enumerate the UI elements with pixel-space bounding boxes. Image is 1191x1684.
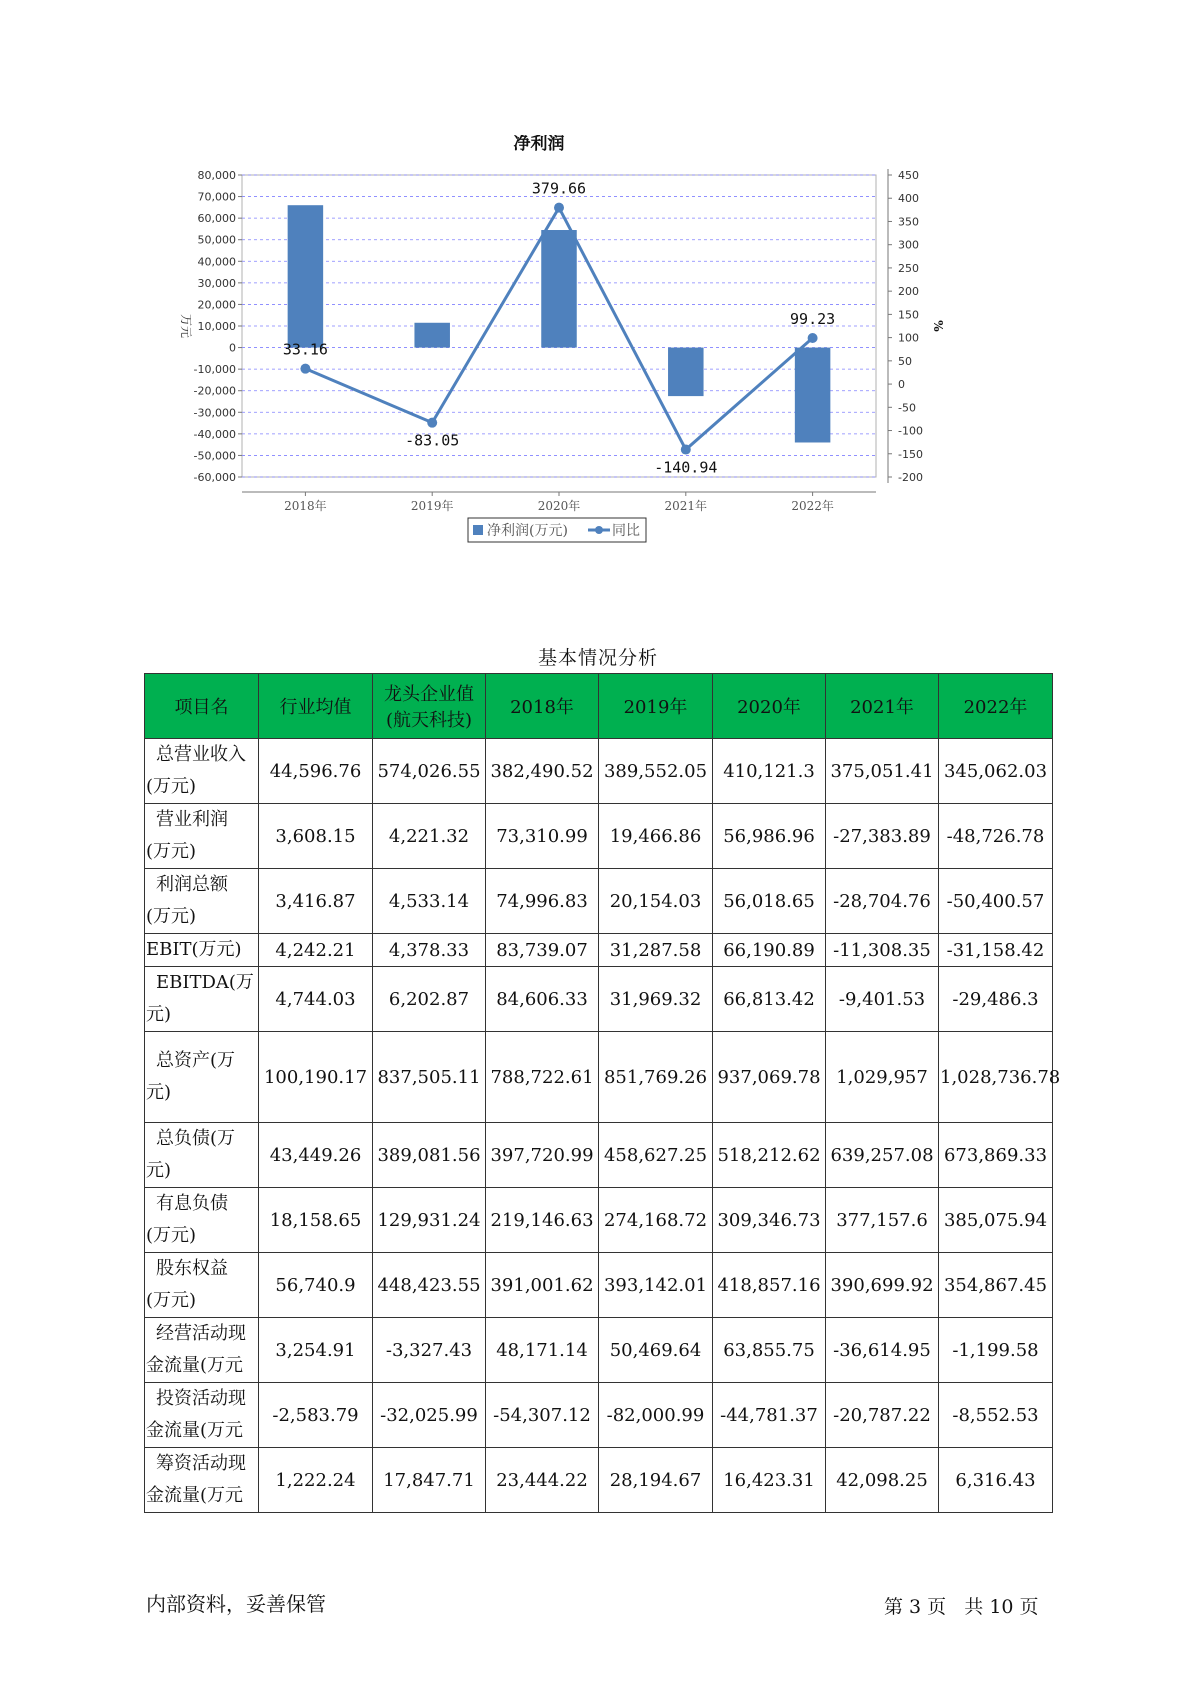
table-cell: 56,986.96 (713, 804, 826, 869)
y-tick-label: 0 (229, 341, 236, 355)
table-row (145, 1188, 1053, 1253)
legend-bar-label: 净利润(万元) (487, 523, 568, 539)
table-cell: -8,552.53 (939, 1383, 1053, 1448)
table-cell: 4,221.32 (373, 804, 486, 869)
table-cell: 375,051.41 (826, 739, 939, 804)
bar-2022年 (795, 348, 831, 443)
table-cell: 3,416.87 (259, 869, 373, 934)
table-row (145, 967, 1053, 1032)
y-tick-label: 10,000 (197, 320, 236, 333)
table-cell: -29,486.3 (939, 967, 1053, 1032)
table-row (145, 869, 1053, 934)
table-cell: 1,028,736.78 (939, 1032, 1053, 1123)
table-cell: 23,444.22 (486, 1448, 599, 1513)
yoy-point (427, 418, 437, 428)
bar-2019年 (414, 323, 450, 348)
y-tick-label: 70,000 (197, 190, 236, 204)
row-label-text: 总负债(万 (156, 1128, 236, 1149)
yoy-data-label: -83.05 (405, 431, 460, 450)
y2-tick-label: 200 (898, 285, 919, 299)
table-header-cell (145, 674, 259, 739)
footer-page-number: 第 3 页 共 10 页 (884, 1596, 1039, 1618)
table-cell: -1,199.58 (939, 1318, 1053, 1383)
row-label (145, 934, 259, 967)
table-cell: 56,740.9 (259, 1253, 373, 1318)
y2-tick-label: 150 (898, 308, 919, 322)
table-header-cell (826, 674, 939, 739)
row-label-text: 金流量(万元 (146, 1420, 244, 1441)
table-cell: -44,781.37 (713, 1383, 826, 1448)
bar-2018年 (288, 205, 324, 347)
y2-tick-label: 350 (898, 215, 919, 229)
table-cell: -3,327.43 (373, 1318, 486, 1383)
row-label (145, 1123, 259, 1188)
y-tick-label: -40,000 (193, 427, 236, 441)
table-cell: 48,171.14 (486, 1318, 599, 1383)
x-tick-label: 2021年 (664, 499, 708, 513)
table-cell: 63,855.75 (713, 1318, 826, 1383)
table-header-row (145, 674, 1053, 739)
table-cell: 673,869.33 (939, 1123, 1053, 1188)
row-label-text: EBIT(万元) (146, 939, 242, 960)
table-cell: -11,308.35 (826, 934, 939, 967)
table-cell: 19,466.86 (599, 804, 713, 869)
bar-2020年 (541, 230, 577, 348)
table-cell: 377,157.6 (826, 1188, 939, 1253)
table-cell: 129,931.24 (373, 1188, 486, 1253)
table-cell: 385,075.94 (939, 1188, 1053, 1253)
table-cell: -31,158.42 (939, 934, 1053, 967)
table-cell: 458,627.25 (599, 1123, 713, 1188)
y2-tick-label: 250 (898, 261, 919, 275)
table-cell: -32,025.99 (373, 1383, 486, 1448)
table-cell: 6,202.87 (373, 967, 486, 1032)
yoy-data-label: 33.16 (282, 340, 328, 359)
table-cell: 16,423.31 (713, 1448, 826, 1513)
table-cell: -2,583.79 (259, 1383, 373, 1448)
table-cell: -48,726.78 (939, 804, 1053, 869)
table-row (145, 804, 1053, 869)
table-cell: 639,257.08 (826, 1123, 939, 1188)
table-cell: 390,699.92 (826, 1253, 939, 1318)
table-cell: 354,867.45 (939, 1253, 1053, 1318)
table-row (145, 1123, 1053, 1188)
row-label-text: (万元) (146, 841, 197, 862)
table-cell: 4,378.33 (373, 934, 486, 967)
table-cell: 937,069.78 (713, 1032, 826, 1123)
table-cell: 788,722.61 (486, 1032, 599, 1123)
table-cell: 219,146.63 (486, 1188, 599, 1253)
header-text: 2022年 (963, 697, 1028, 718)
y2-tick-label: 0 (898, 378, 905, 392)
table-cell: 3,608.15 (259, 804, 373, 869)
row-label (145, 804, 259, 869)
y-tick-label: -50,000 (193, 449, 236, 463)
row-label (145, 1448, 259, 1513)
table-cell: 100,190.17 (259, 1032, 373, 1123)
table-row (145, 1253, 1053, 1318)
header-text: 2019年 (623, 697, 688, 718)
basic-analysis-table (144, 673, 1061, 1513)
row-label (145, 739, 259, 804)
table-cell: -9,401.53 (826, 967, 939, 1032)
row-label-text: 元) (146, 1004, 172, 1025)
y-axis-label: 万元 (179, 313, 193, 339)
table-cell: 84,606.33 (486, 967, 599, 1032)
table-row (145, 934, 1053, 967)
row-label-text: 元) (146, 1160, 172, 1181)
chart-title: 净利润 (513, 135, 565, 154)
table-cell: -82,000.99 (599, 1383, 713, 1448)
x-tick-label: 2022年 (791, 499, 834, 513)
row-label-text: 总资产(万 (156, 1050, 236, 1071)
y-tick-label: -20,000 (193, 384, 236, 398)
legend-line-marker (595, 526, 603, 534)
table-cell: 410,121.3 (713, 739, 826, 804)
table-cell: 851,769.26 (599, 1032, 713, 1123)
table-cell: 1,029,957 (826, 1032, 939, 1123)
table-cell: 50,469.64 (599, 1318, 713, 1383)
header-text: 行业均值 (279, 697, 352, 718)
row-label-text: 元) (146, 1082, 172, 1103)
row-label (145, 967, 259, 1032)
y-tick-label: -60,000 (193, 471, 236, 484)
table-cell: -36,614.95 (826, 1318, 939, 1383)
table-cell: 3,254.91 (259, 1318, 373, 1383)
row-label-text: EBITDA(万 (156, 972, 254, 993)
table-cell: 17,847.71 (373, 1448, 486, 1513)
table-cell: -54,307.12 (486, 1383, 599, 1448)
table-cell: 20,154.03 (599, 869, 713, 934)
x-tick-label: 2019年 (410, 499, 454, 513)
y2-tick-label: -100 (898, 424, 923, 438)
y-tick-label: -10,000 (193, 363, 236, 377)
yoy-data-label: 379.66 (531, 179, 587, 198)
table-cell: -27,383.89 (826, 804, 939, 869)
table-cell: 42,098.25 (826, 1448, 939, 1513)
yoy-data-label: 99.23 (790, 309, 836, 328)
table-cell: 397,720.99 (486, 1123, 599, 1188)
table-cell: 44,596.76 (259, 739, 373, 804)
table-cell: 518,212.62 (713, 1123, 826, 1188)
table-cell: 274,168.72 (599, 1188, 713, 1253)
row-label (145, 1253, 259, 1318)
table-cell: 4,744.03 (259, 967, 373, 1032)
table-cell: 74,996.83 (486, 869, 599, 934)
row-label-text: 利润总额 (156, 874, 228, 895)
table-cell: 6,316.43 (939, 1448, 1053, 1513)
table-header-cell (939, 674, 1053, 739)
table-caption: 基本情况分析 (537, 647, 658, 669)
y-tick-label: 60,000 (197, 212, 236, 226)
y2-tick-label: -50 (898, 401, 916, 415)
header-text: 2021年 (850, 697, 914, 718)
table-cell: 382,490.52 (486, 739, 599, 804)
table-cell: -50,400.57 (939, 869, 1053, 934)
legend-line-label: 同比 (612, 523, 640, 539)
row-label (145, 1318, 259, 1383)
row-label-text: (万元) (146, 1290, 197, 1311)
table-cell: 4,533.14 (373, 869, 486, 934)
y2-tick-label: 400 (898, 192, 919, 206)
header-text: (航天科技) (385, 710, 473, 731)
table-header-cell (486, 674, 599, 739)
y2-tick-label: 100 (898, 331, 919, 345)
row-label-text: 经营活动现 (156, 1323, 246, 1344)
y2-tick-label: -150 (898, 447, 923, 461)
table-cell: 43,449.26 (259, 1123, 373, 1188)
table-cell: 1,222.24 (259, 1448, 373, 1513)
header-text: 项目名 (174, 697, 229, 718)
row-label-text: 营业利润 (156, 809, 228, 830)
table-row (145, 1318, 1053, 1383)
table-cell: 389,081.56 (373, 1123, 486, 1188)
y2-tick-label: 300 (898, 238, 919, 252)
row-label-text: 金流量(万元 (146, 1355, 244, 1376)
row-label (145, 1383, 259, 1448)
table-cell: 28,194.67 (599, 1448, 713, 1513)
table-cell: 31,969.32 (599, 967, 713, 1032)
table-cell: 66,813.42 (713, 967, 826, 1032)
table-cell: 31,287.58 (599, 934, 713, 967)
row-label-text: 有息负债 (156, 1193, 228, 1214)
table-cell: 56,018.65 (713, 869, 826, 934)
yoy-point (554, 203, 564, 213)
table-cell: 309,346.73 (713, 1188, 826, 1253)
table-cell: 418,857.16 (713, 1253, 826, 1318)
row-label-text: (万元) (146, 1225, 197, 1246)
y-tick-label: 80,000 (197, 169, 236, 182)
row-label-text: 筹资活动现 (156, 1453, 246, 1474)
x-tick-label: 2020年 (537, 499, 581, 513)
table-cell: -28,704.76 (826, 869, 939, 934)
y-tick-label: 50,000 (197, 233, 236, 247)
table-cell: 83,739.07 (486, 934, 599, 967)
table-cell: 393,142.01 (599, 1253, 713, 1318)
table-cell: 574,026.55 (373, 739, 486, 804)
row-label-text: 总营业收入 (156, 744, 246, 765)
row-label (145, 869, 259, 934)
table-cell: 391,001.62 (486, 1253, 599, 1318)
table-header-cell (599, 674, 713, 739)
footer-confidential-note: 内部资料，妥善保管 (146, 1592, 326, 1616)
header-text: 2020年 (737, 697, 801, 718)
y-tick-label: 20,000 (197, 298, 236, 312)
table-cell: 389,552.05 (599, 739, 713, 804)
legend-bar-swatch (473, 525, 483, 535)
table-row (145, 1383, 1053, 1448)
table-header-cell (259, 674, 373, 739)
row-label (145, 1032, 259, 1123)
yoy-point (808, 333, 818, 343)
table-cell: 4,242.21 (259, 934, 373, 967)
table-row (145, 1032, 1053, 1123)
row-label-text: 金流量(万元 (146, 1485, 244, 1506)
y2-tick-label: 50 (898, 354, 912, 368)
net-profit-chart (170, 135, 1020, 595)
table-cell: 66,190.89 (713, 934, 826, 967)
yoy-point (300, 364, 310, 374)
yoy-data-label: -140.94 (654, 458, 718, 477)
table-cell: 18,158.65 (259, 1188, 373, 1253)
table-cell: 345,062.03 (939, 739, 1053, 804)
header-text: 2018年 (510, 697, 574, 718)
table-header-cell (713, 674, 826, 739)
y-tick-label: 30,000 (197, 276, 236, 290)
row-label (145, 1188, 259, 1253)
row-label-text: (万元) (146, 906, 197, 927)
table-header-cell (373, 674, 486, 739)
table-row (145, 739, 1053, 804)
table-cell: 837,505.11 (373, 1032, 486, 1123)
bar-2021年 (668, 348, 704, 397)
x-tick-label: 2018年 (284, 499, 327, 513)
row-label-text: (万元) (146, 776, 197, 797)
y2-tick-label: 450 (898, 169, 919, 182)
y-tick-label: -30,000 (193, 406, 236, 420)
table-cell: 448,423.55 (373, 1253, 486, 1318)
row-label-text: 投资活动现 (156, 1388, 246, 1409)
table-cell: -20,787.22 (826, 1383, 939, 1448)
y2-axis-label: % (931, 320, 945, 332)
y-tick-label: 40,000 (197, 255, 236, 269)
table-row (145, 1448, 1053, 1513)
header-text: 龙头企业值 (384, 684, 474, 705)
row-label-text: 股东权益 (156, 1258, 228, 1279)
y2-tick-label: -200 (898, 471, 923, 484)
yoy-point (681, 445, 691, 455)
table-cell: 73,310.99 (486, 804, 599, 869)
